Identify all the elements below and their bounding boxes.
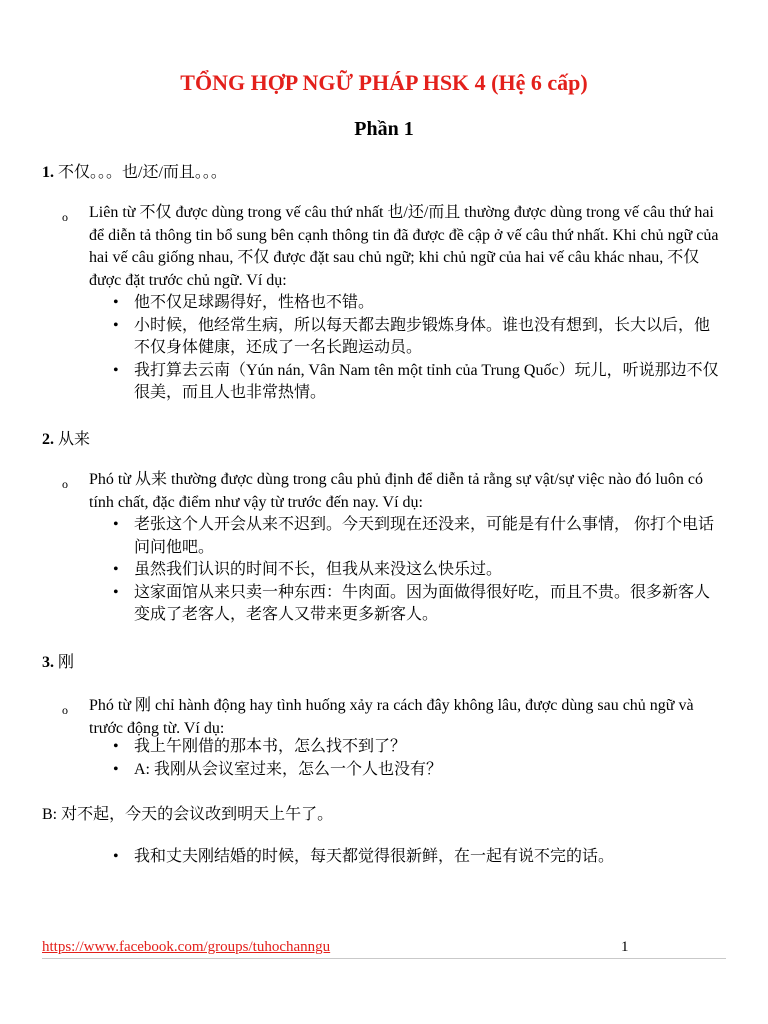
list-item xyxy=(113,559,723,582)
section-1-heading xyxy=(42,162,227,185)
bullet: • xyxy=(113,516,119,533)
bullet: • xyxy=(113,316,119,334)
bullet: • xyxy=(113,760,119,778)
example-text: 他不仅足球踢得好，性格也不错。 xyxy=(134,294,375,311)
dialogue-line-b: B: 对不起，今天的会议改到明天上午了。 xyxy=(42,806,334,823)
bullet: • xyxy=(113,361,119,379)
part-heading: Phần 1 xyxy=(354,118,414,140)
list-item xyxy=(113,846,723,869)
section-3-examples xyxy=(113,736,723,781)
section-1-paragraph: Liên từ 不仅 được dùng trong vế câu thứ nhất 也/还/而且 thường được dùng trong vế câu thứ hai để diễn tả thông tin bổ sung bên cạnh thông tin đã được đề cập ở vế câu thứ nhất. Khi chủ ngữ của hai vế câu giống nhau, 不仅 được đặt sau chủ ngữ; khi chủ ngữ của hai vế câu khác nhau, 不仅 được đặt trước chủ ngữ. Ví dụ: xyxy=(89,204,719,289)
section-1-examples xyxy=(113,292,723,405)
list-item xyxy=(113,514,723,559)
section-2-heading xyxy=(42,429,90,452)
example-text: 小时候，他经常生病，所以每天都去跑步锻炼身体。谁也没有想到，长大以后，他不仅身体健康，还成了一名长跑运动员。 xyxy=(134,316,711,356)
section-3-extra-examples xyxy=(113,846,723,869)
sub-marker: o xyxy=(62,210,68,224)
example-text: 我和丈夫刚结婚的时候，每天都觉得很新鲜，在一起有说不完的话。 xyxy=(134,848,615,865)
list-item xyxy=(113,315,723,360)
document-title: TỔNG HỢP NGỮ PHÁP HSK 4 (Hệ 6 cấp) xyxy=(180,70,588,95)
section-word: 刚 xyxy=(58,654,75,671)
list-item xyxy=(113,582,723,627)
example-text: 我打算去云南（Yún nán, Vân Nam tên một tỉnh của Trung Quốc）玩儿，听说那边不仅很美，而且人也非常热情。 xyxy=(134,361,719,401)
sub-marker: o xyxy=(62,477,68,491)
footer-link[interactable]: https://www.facebook.com/groups/tuhochanngu xyxy=(42,939,331,955)
example-text: 这家面馆从来只卖一种东西：牛肉面。因为面做得很好吃，而且不贵。很多新客人变成了老客人，老客人又带来更多新客人。 xyxy=(134,583,711,623)
bullet: • xyxy=(113,561,119,578)
bullet: • xyxy=(113,294,119,311)
sub-marker: o xyxy=(62,703,68,717)
section-number: 2. xyxy=(42,431,54,448)
list-item xyxy=(113,360,723,405)
section-number: 3. xyxy=(42,654,54,671)
section-3-paragraph: Phó từ 刚 chỉ hành động hay tình huống xảy ra cách đây không lâu, được dùng sau chủ ngữ và trước động từ. Ví dụ: xyxy=(89,697,694,737)
section-word: 不仅。。。也/还/而且。。。 xyxy=(58,164,227,181)
section-number: 1. xyxy=(42,164,54,181)
example-text: 我上午刚借的那本书，怎么找不到了？ xyxy=(134,738,407,755)
list-item xyxy=(113,759,723,782)
page-number: 1 xyxy=(621,939,629,955)
list-item xyxy=(113,292,723,315)
bullet: • xyxy=(113,583,119,601)
section-3-heading xyxy=(42,652,74,675)
example-text: A: 我刚从会议室过来，怎么一个人也没有？ xyxy=(134,760,443,778)
section-2-paragraph: Phó từ 从来 thường được dùng trong câu phủ định để diễn tả rằng sự vật/sự việc nào đó luôn có tính chất, đặc điểm như vậy từ trước đến nay. Ví dụ: xyxy=(89,471,703,511)
list-item xyxy=(113,736,723,759)
bullet: • xyxy=(113,848,119,865)
bullet: • xyxy=(113,738,119,755)
section-2-examples xyxy=(113,514,723,627)
example-text: 虽然我们认识的时间不长，但我从来没这么快乐过。 xyxy=(134,561,503,578)
example-text: 老张这个人开会从来不迟到。今天到现在还没来，可能是有什么事情， 你打个电话问问他吧。 xyxy=(134,516,715,556)
section-word: 从来 xyxy=(58,431,91,448)
